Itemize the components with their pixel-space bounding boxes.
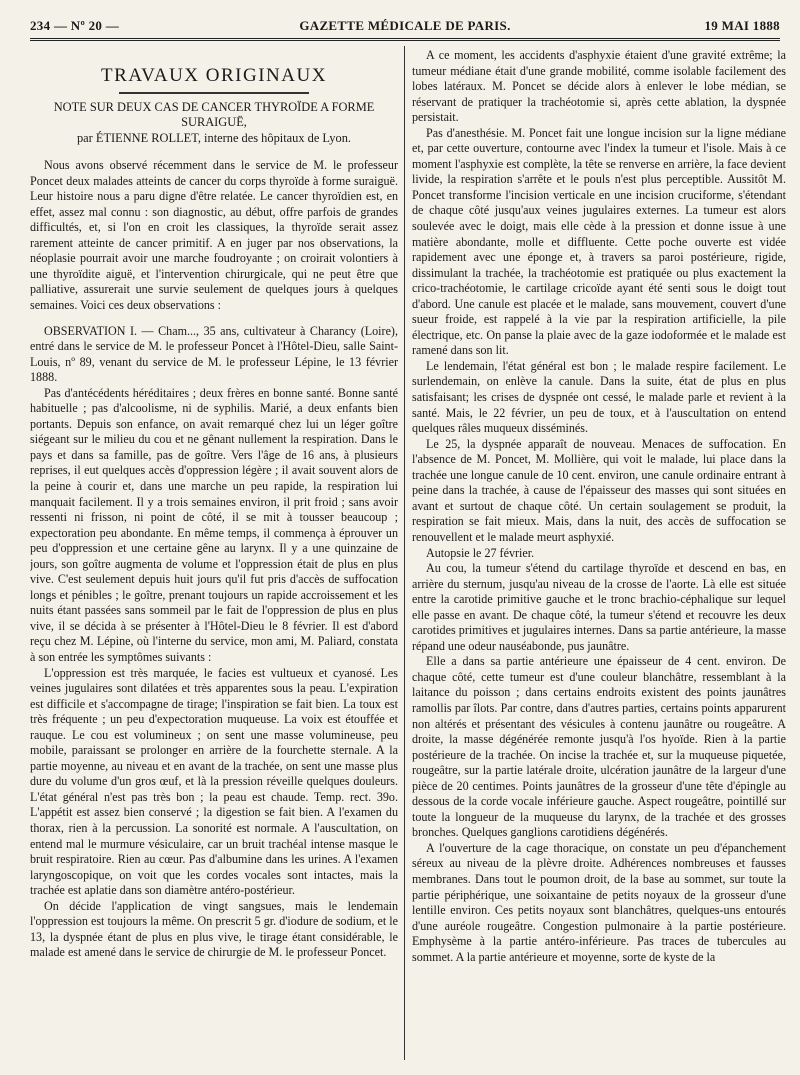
paragraph: L'oppression est très marquée, le facies est vultueux et cyanosé. Les veines jugulaires sont dilatées et très apparentes sous la peau. L'expiration est difficile et s'accompagne de tirage; l'inspiration se fait bien. La toux est très fréquente ; un peu d'expectoration muqueuse. La voix est étouffée et rauque. Le cou est volumineux ; on sent une masse volumineuse, peu mobile, paraissant se prolonger en arrière de la fourchette sternale. A la partie moyenne, au niveau et en avant de la trachée, on sent une masse plus dure du volume d'un gros œuf, et là la pression réveille quelques douleurs. L'état général n'est pas très bon ; la peau est chaude. Temp. rect. 39o. L'appétit est assez bien conservé ; la digestion se fait bien. A l'examen du thorax, rien à la percussion. La sonorité est normale. A l'auscultation, on entend mal le murmure vésiculaire, car un bruit trachéal intense masque le bruit respiratoire. Rien au cœur. Pas d'albumine dans les urines. A l'examen laryngoscopique, on voit que les cordes vocales sont intactes, mais la trachée est aplatie dans son diamètre antéro-postérieur. (30, 665, 398, 898)
article-byline: par ÉTIENNE ROLLET, interne des hôpitaux de Lyon. (76, 130, 351, 145)
spacer (30, 314, 398, 324)
paragraph: Autopsie le 27 février. (426, 545, 535, 560)
paragraph: On décide l'application de vingt sangsues, mais le lendemain l'oppression est toujours la même. On prescrit 5 gr. d'iodure de sodium, et le 13, la dyspnée étant de plus en plus vive, le tirage étant considérable, le malade est amené dans le service de chirurgie de M. le professeur Poncet. (30, 898, 398, 960)
title-rule (119, 92, 309, 94)
paragraph: Le lendemain, l'état général est bon ; le malade respire facilement. Le surlendemain, on enlève la canule. Dans la suite, état de plus en plus satisfaisant; les crises de dyspnée ont cessé, le malade parle et revient à la santé. Mais, le 22 février, un peu de toux, et à l'auscultation on entend quelques râles muqueux disséminés. (412, 358, 786, 436)
paragraph: Elle a dans sa partie antérieure une épaisseur de 4 cent. environ. De chaque côté, cette tumeur est d'une couleur blanchâtre, ressemblant à la laitance du poisson ; dans certains endroits existent des points jaunâtres ramollis par îlots. Par contre, dans d'autres parties, certains points apparurent non altérés et présentant des vésicules à contenu jaunâtre ou rougeâtre. A droite, la masse dégénérée remonte jusqu'à l'os hyoïde. Rien à la partie postérieure de la trachée. On incise la trachée et, sur la muqueuse piquetée, rougeâtre, sur la partie latérale droite, ulcération jaunâtre de la largeur d'une pièce de 20 centimes. Points jaunâtres de la grosseur d'une tête d'épingle au dessous de la corde vocale inférieure gauche. Aspect rougeâtre, pointillé sur toute la longueur de la muqueuse du larynx, de la trachée et des grosses bronches. Quelques ganglions carotidiens dégénérés. (412, 654, 786, 840)
paragraph: Pas d'antécédents héréditaires ; deux frères en bonne santé. Bonne santé habituelle ; pas d'alcoolisme, ni de syphilis. Marié, a deux enfants bien portants. Depuis son enfance, on avait remarqué chez lui un léger goître siégeant sur le milieu du cou et ne gênant nullement la respiration. Dans le pays et dans sa famille, pas de goître. Vers l'âge de 16 ans, à plusieurs reprises, il eut quelques accès d'oppression légère ; il avait souvent alors de la peine à courir et, dans une marche un peu rapide, la respiration lui manquait facilement. Il y a trois semaines environ, il prit froid ; sans avoir ressenti ni frisson, ni point de côté, il se mit à tousser beaucoup ; expectoration peu abondante. En même temps, il commença à éprouver un peu d'oppression et une certaine gêne au larynx. Il y a une quinzaine de jours, son goître augmenta de volume et l'oppression était de plus en plus vive. C'est seulement depuis huit jours qu'il fut pris d'accès de suffocation longs et pénibles ; le goître, prenant toujours un rapide accroissement et les nuits étant passées sans sommeil par le fait de l'oppression de plus en plus vive, il se décida à se présenter à l'Hôtel-Dieu le 8 février. Il est d'abord reçu chez M. Lépine, où l'interne du service, mon ami, M. Paliard, constata à son entrée les symptômes suivants : (30, 385, 398, 664)
header-rule (30, 38, 780, 41)
article-title-line1: NOTE SUR DEUX CAS DE CANCER THYROÏDE A FORME SURAIGUË, (53, 99, 375, 130)
paragraph: Au cou, la tumeur s'étend du cartilage thyroïde et descend en bas, en arrière du sternum, jusqu'au niveau de la crosse de l'aorte. Là elle est située entre la carotide primitive gauche et le tronc brachio-céphalique sur lequel elle passe en avant. De chaque côté, la tumeur s'étend et recouvre les deux carotides primitives et jugulaires internes. Dans sa partie antérieure, la masse répand une odeur nauséabonde, pus jaunâtre. (412, 561, 786, 653)
page-number: 234 — Nº 20 — (30, 18, 120, 33)
left-column (30, 48, 398, 1065)
issue-date: 19 MAI 1888 (704, 18, 780, 33)
paragraph: Pas d'anesthésie. M. Poncet fait une longue incision sur la ligne médiane et, par cette ouverture, contourne avec l'index la tumeur et l'isole. Mais à ce moment l'asphyxie est complète, la tête se renverse en arrière, la face devient livide, la respiration s'arrête et le pouls n'est plus perceptible. Aussitôt M. Poncet transforme l'incision verticale en une incision cruciforme, s'étendant de chaque côté jusqu'aux veines jugulaires externes. La tumeur est alors soulevée avec le doigt, mais elle cède à la pression et donne issue à une matière abondante, molle et diffluente. Cette poche ouverte est vidée rapidement avec une éponge et, à travers sa paroi postérieure, rigide, dissimulant la trachée, la trachéotomie est pratiquée ou plus exactement la crico-trachéotomie, le cartilage cricoïde ayant été senti sous le doigt tout d'abord. Une canule est placée et le malade, sans mouvement, couvert d'une sueur froide, est rappelé à la vie par la respiration artificielle, la pile électrique, etc. On panse la plaie avec de la gaze iodoformée et le malade est ramené dans son lit. (412, 125, 786, 358)
section-title: TRAVAUX ORIGINAUX (101, 65, 327, 86)
paragraph: A ce moment, les accidents d'asphyxie étaient d'une gravité extrême; la tumeur médiane était d'une grande mobilité, comme isolable facilement des lobes latéraux. M. Poncet se décide alors à enlever le lobe médian, se réservant de pratiquer la trachéotomie si, après cette ablation, la dyspnée persistait. (412, 48, 786, 125)
article-title (30, 100, 398, 147)
paragraph: A l'ouverture de la cage thoracique, on constate un peu d'épanchement séreux au niveau de la plèvre droite. Adhérences nombreuses et fausses membranes. Dans tout le poumon droit, de la base au sommet, sur toute la partie périphérique, une soixantaine de petits noyaux de la grosseur d'une lentille environ. Ces petits noyaux sont blanchâtres, quelques-uns entourés d'une auréole rougeâtre. Congestion pulmonaire à la partie postérieure. Emphysème à la partie antéro-inférieure. Pas traces de tubercules au sommet. A la partie antérieure et moyenne, sorte de kyste de la (412, 840, 786, 964)
journal-title: GAZETTE MÉDICALE DE PARIS. (299, 18, 511, 33)
paragraph: OBSERVATION I. — Cham..., 35 ans, cultivateur à Charancy (Loire), entré dans le service de M. le professeur Poncet à l'Hôtel-Dieu, salle Saint-Louis, nº 89, venant du service de M. le professeur Lépine, le 13 février 1888. (30, 323, 398, 385)
running-header (30, 14, 780, 36)
paragraph: Le 25, la dyspnée apparaît de nouveau. Menaces de suffocation. En l'absence de M. Poncet, M. Mollière, qui voit le malade, lui place dans la trachée une longue canule de 10 cent. environ, une canule ordinaire entrant à peine dans la trachée, à cause de l'épaisseur des masses qui sont situées en avant et surtout de chaque côté. Un certain soulagement se produit, la respiration se fait mieux. Mais, dans la nuit, des accès de suffocation se renouvellent et le malade meurt asphyxié. (412, 436, 786, 544)
column-divider (404, 46, 405, 1060)
right-column (412, 48, 786, 1065)
paragraph: Nous avons observé récemment dans le service de M. le professeur Poncet deux malades atteints de cancer du corps thyroïde à forme suraiguë. Leur histoire nous a paru digne d'être relatée. Le cancer thyroïdien est, en effet, assez mal connu : son diagnostic, au début, offre parfois de grandes difficultés, et, si l'on en croit les classiques, la thyroïde serait assez rarement atteinte de cancer primitif. A en juger par nos observations, la néoplasie pourrait avoir une marche foudroyante ; on croirait volontiers à une thyroïdite aiguë, et l'intervention chirurgicale, qui ne peut être que palliative, assurerait une survie seulement de quelques jours à quelques semaines. Voici ces deux observations : (30, 158, 398, 312)
